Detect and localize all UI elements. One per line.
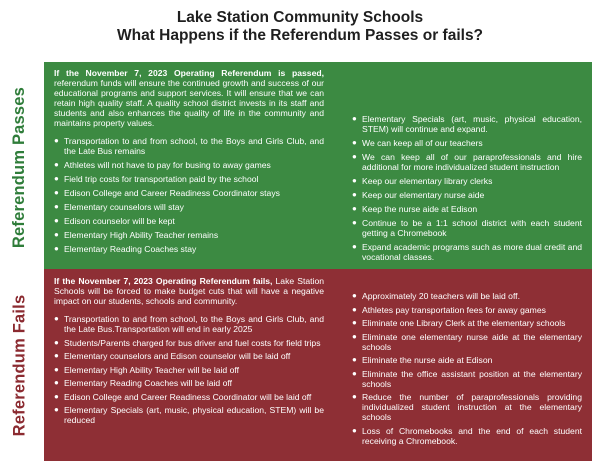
bullet-icon: ●: [352, 355, 357, 364]
list-item-text: Keep our elementary nurse aide: [362, 190, 485, 200]
list-item: [54, 365, 324, 375]
list-item: [352, 190, 582, 200]
list-item-text: Field trip costs for transportation paid by the school: [64, 174, 259, 184]
page-subtitle: What Happens if the Referendum Passes or fails?: [116, 27, 484, 44]
fails-side-label: Referendum Fails: [10, 294, 29, 436]
passes-intro-rest: referendum funds will ensure the continued growth and success of our educational programs and support services. It will ensure that we can retain high quality staff. A quality school district invests in its staff and students and also enhances the quality of life in the community and maintains property values.: [54, 78, 324, 128]
list-item-text: Students/Parents charged for bus driver and fuel costs for field trips: [64, 337, 321, 348]
bullet-icon: ●: [54, 351, 59, 360]
list-item-text: Elementary Specials (art, music, physical education, STEM) will be reduced: [64, 405, 324, 425]
list-item-text: Edison College and Career Readiness Coordinator stays: [64, 188, 280, 198]
list-item: [54, 405, 324, 425]
fails-intro-rest: Lake Station Schools will be forced to make budget cuts that will have a negative impact on our students, schools and community.: [54, 276, 324, 306]
list-item-text: Keep the nurse aide at Edison: [362, 204, 478, 214]
list-item: [54, 392, 324, 402]
list-item-text: Eliminate one Library Clerk at the elementary schools: [362, 318, 566, 328]
page-title: Lake Station Community Schools: [176, 9, 424, 26]
fails-right-list: [352, 291, 582, 446]
bullet-icon: ●: [54, 160, 59, 169]
list-item-text: Eliminate the office assistant position at the elementary schools: [362, 368, 582, 389]
list-item-text: Elementary counselors will stay: [64, 202, 184, 212]
bullet-icon: ●: [54, 378, 59, 387]
fails-panel: [44, 269, 592, 461]
fails-side-label-wrap: [0, 270, 40, 460]
bullet-icon: ●: [352, 152, 357, 161]
bullet-icon: ●: [54, 136, 59, 145]
bullet-icon: ●: [352, 190, 357, 199]
list-item-text: Keep our elementary library clerks: [362, 176, 493, 186]
list-item: [54, 216, 324, 226]
bullet-icon: ●: [54, 314, 59, 323]
list-item: [352, 204, 582, 214]
bullet-icon: ●: [54, 337, 59, 347]
list-item-text: Edison counselor will be kept: [64, 216, 175, 226]
passes-panel: [44, 62, 592, 272]
list-item-text: Continue to be a 1:1 school district with each student getting a Chromebook: [362, 218, 582, 238]
passes-right-column: [352, 114, 582, 266]
list-item-text: Elementary counselors and Edison counselor will be laid off: [64, 351, 291, 361]
list-item: [352, 138, 582, 148]
list-item-text: Eliminate the nurse aide at Edison: [362, 355, 493, 365]
list-item: [54, 351, 324, 361]
list-item-text: Elementary Reading Coaches stay: [64, 244, 197, 254]
list-item: [54, 244, 324, 254]
fails-left-list: [54, 314, 324, 425]
fails-right-column: [352, 291, 582, 449]
list-item: [352, 332, 582, 352]
fails-left-column: [54, 276, 324, 429]
passes-intro: [54, 68, 324, 128]
bullet-icon: ●: [352, 331, 357, 341]
bullet-icon: ●: [352, 425, 357, 435]
list-item-text: Loss of Chromebooks and the end of each student receiving a Chromebook.: [362, 425, 582, 446]
bullet-icon: ●: [352, 204, 357, 213]
list-item: [352, 242, 582, 262]
bullet-icon: ●: [352, 138, 357, 147]
list-item: [352, 305, 582, 315]
bullet-icon: ●: [54, 391, 59, 401]
list-item: [352, 176, 582, 186]
bullet-icon: ●: [352, 291, 357, 300]
passes-left-list: [54, 136, 324, 254]
list-item: [352, 152, 582, 172]
list-item: [352, 369, 582, 389]
list-item-text: Elementary High Ability Teacher will be laid off: [64, 364, 239, 375]
list-item-text: We can keep all of our teachers: [362, 138, 483, 148]
list-item: [352, 355, 582, 365]
list-item-text: Elementary Specials (art, music, physical education, STEM) will continue and expand.: [362, 114, 582, 134]
list-item: [54, 230, 324, 240]
list-item-text: Athletes will not have to pay for busing to away games: [64, 160, 271, 170]
list-item: [54, 378, 324, 388]
bullet-icon: ●: [352, 392, 357, 401]
passes-side-label: Referendum Passes: [10, 86, 29, 248]
bullet-icon: ●: [352, 218, 357, 227]
bullet-icon: ●: [54, 230, 59, 239]
list-item-text: Transportation to and from school, to the Boys and Girls Club, and the Late Bus remains: [64, 136, 324, 156]
list-item-text: Approximately 20 teachers will be laid off.: [362, 291, 520, 301]
list-item-text: Eliminate one elementary nurse aide at the elementary schools: [362, 331, 582, 352]
list-item: [352, 392, 582, 422]
bullet-icon: ●: [54, 202, 59, 211]
list-item: [54, 136, 324, 156]
bullet-icon: ●: [54, 216, 59, 225]
bullet-icon: ●: [352, 318, 357, 327]
bullet-icon: ●: [54, 174, 59, 183]
list-item: [352, 114, 582, 134]
list-item: [54, 160, 324, 170]
list-item-text: Athletes pay transportation fees for away games: [362, 304, 546, 315]
list-item: [54, 314, 324, 334]
passes-right-list: [352, 114, 582, 262]
list-item-text: Expand academic programs such as more dual credit and vocational classes.: [362, 242, 582, 262]
fails-intro-bold: If the November 7, 2023 Operating Referendum fails,: [54, 276, 273, 286]
list-item: [54, 202, 324, 212]
list-item-text: Reduce the number of paraprofessionals providing individualized student instruction at the elementary schools: [362, 392, 582, 422]
passes-intro-bold: If the November 7, 2023 Operating Referendum is passed,: [54, 68, 324, 78]
list-item: [352, 218, 582, 238]
list-item: [352, 291, 582, 301]
bullet-icon: ●: [352, 176, 357, 185]
bullet-icon: ●: [54, 244, 59, 253]
list-item: [352, 318, 582, 328]
bullet-icon: ●: [54, 364, 59, 374]
list-item: [54, 338, 324, 348]
bullet-icon: ●: [352, 114, 357, 123]
bullet-icon: ●: [54, 405, 59, 414]
passes-left-column: [54, 68, 324, 258]
list-item: [54, 188, 324, 198]
bullet-icon: ●: [352, 242, 357, 251]
passes-side-label-wrap: [0, 62, 40, 272]
list-item-text: We can keep all of our paraprofessionals and hire additional for more individualized student instruction: [362, 152, 582, 172]
bullet-icon: ●: [352, 368, 357, 378]
list-item-text: Elementary High Ability Teacher remains: [64, 230, 219, 240]
list-item-text: Transportation to and from school, to the Boys and Girls Club, and the Late Bus.Transportation will end in early 2025: [64, 314, 324, 334]
fails-intro: [54, 276, 324, 306]
list-item: [54, 174, 324, 184]
list-item: [352, 426, 582, 446]
list-item-text: Edison College and Career Readiness Coordinator will be laid off: [64, 391, 312, 402]
bullet-icon: ●: [54, 188, 59, 197]
bullet-icon: ●: [352, 304, 357, 314]
list-item-text: Elementary Reading Coaches will be laid off: [64, 378, 232, 388]
